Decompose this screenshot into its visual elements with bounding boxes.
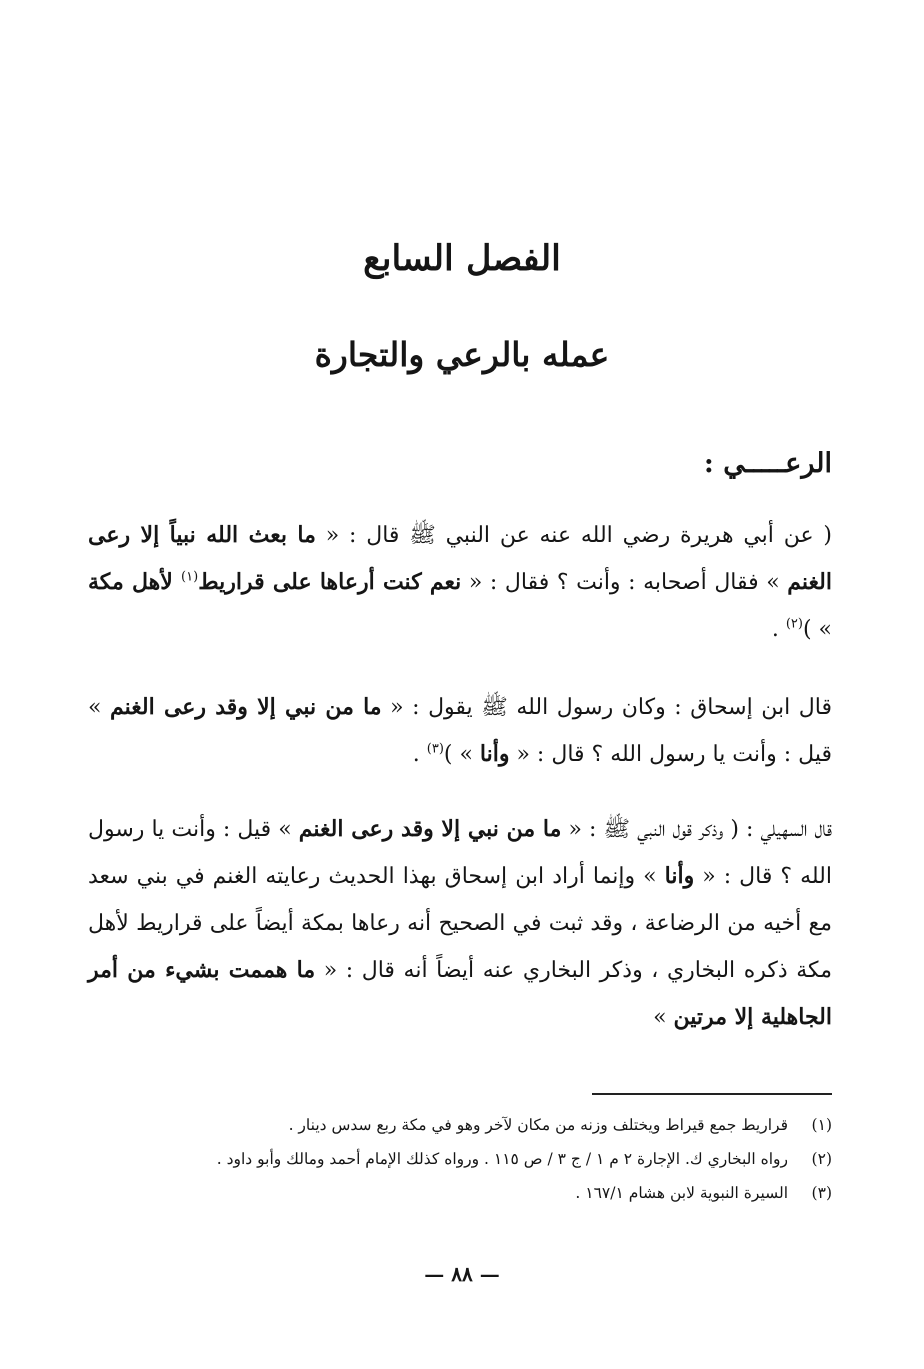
bold-quote: ما من نبي إلا وقد رعى الغنم: [298, 816, 562, 842]
paragraph-hadith-abu-hurairah: [88, 512, 832, 653]
text-run: » وإنما أراد ابن إسحاق بهذا الحديث رعايته الغنم في بني سعد مع أخيه من الرضاعة ، وقد ثبت في الصحيح أنه رعاها بمكة أيضاً على قراريط لأهل مكة ذكره البخاري ، وذكر البخاري عنه أيضاً أنه قال : «: [88, 864, 832, 983]
footnote-text: السيرة النبوية لابن هشام ١٦٧/١ .: [575, 1184, 788, 1202]
footnote-ref: (٣): [426, 741, 444, 757]
page-number: — ٨٨ —: [424, 1262, 500, 1286]
bold-quote: وأنا: [664, 863, 695, 889]
footnote-number: (٢): [811, 1150, 832, 1168]
text-run: .: [771, 617, 786, 642]
footnote-ref: (١): [181, 569, 199, 585]
bold-quote: ما هممت بشيء من أمر الجاهلية إلا مرتين: [88, 957, 832, 1030]
bold-quote: نعم كنت أرعاها على قراريط: [198, 569, 462, 595]
text-run: » قيل : وأنت يا رسول الله ؟ قال : «: [88, 695, 832, 767]
footnote-number: (٣): [811, 1184, 832, 1202]
footnote-divider: [592, 1093, 832, 1095]
text-run: » قيل : وأنت يا رسول الله ؟ قال : «: [88, 817, 832, 889]
footnote-1: [88, 1108, 832, 1142]
chapter-title: الفصل السابع: [363, 238, 561, 279]
chapter-subtitle: عمله بالرعي والتجارة: [314, 335, 610, 374]
footnote-text: قراريط جمع قيراط ويختلف وزنه من مكان لآخر وهو في مكة ربع سدس دينار .: [288, 1116, 788, 1134]
bold-quote: لأهل مكة: [88, 569, 182, 595]
footnote-number: (١): [811, 1116, 832, 1134]
text-run: قال ابن إسحاق : وكان رسول الله ﷺ يقول : «: [381, 695, 833, 720]
text-run: » ): [443, 742, 480, 767]
footnote-2: [88, 1142, 832, 1176]
text-run: ( عن أبي هريرة رضي الله عنه عن النبي ﷺ قال : «: [315, 523, 832, 548]
bold-quote: ما بعث الله نبياً إلا رعى الغنم: [88, 522, 832, 595]
bold-quote: وأنا: [479, 741, 510, 767]
text-run: قال السهيلي : ( وذكر قول النبي ﷺ : «: [561, 817, 833, 842]
paragraph-ibn-ishaq: [88, 684, 832, 778]
footnote-text: رواه البخاري ك. الإجارة ٢ م ١ / ج ٣ / ص ١١٥ . ورواه كذلك الإمام أحمد ومالك وأبو داود .: [216, 1150, 788, 1168]
text-run: .: [412, 742, 427, 767]
section-heading: الرعـــــي :: [703, 448, 832, 479]
footnotes: [88, 1108, 832, 1210]
footnote-3: [88, 1176, 832, 1210]
paragraph-suhaili: [88, 806, 832, 1041]
text-run: »: [653, 1005, 674, 1030]
footnote-ref: (٢): [785, 616, 803, 632]
bold-quote: ما من نبي إلا وقد رعى الغنم: [110, 694, 382, 720]
text-run: » فقال أصحابه : وأنت ؟ فقال : «: [461, 570, 788, 595]
text-run: » ): [802, 617, 832, 642]
